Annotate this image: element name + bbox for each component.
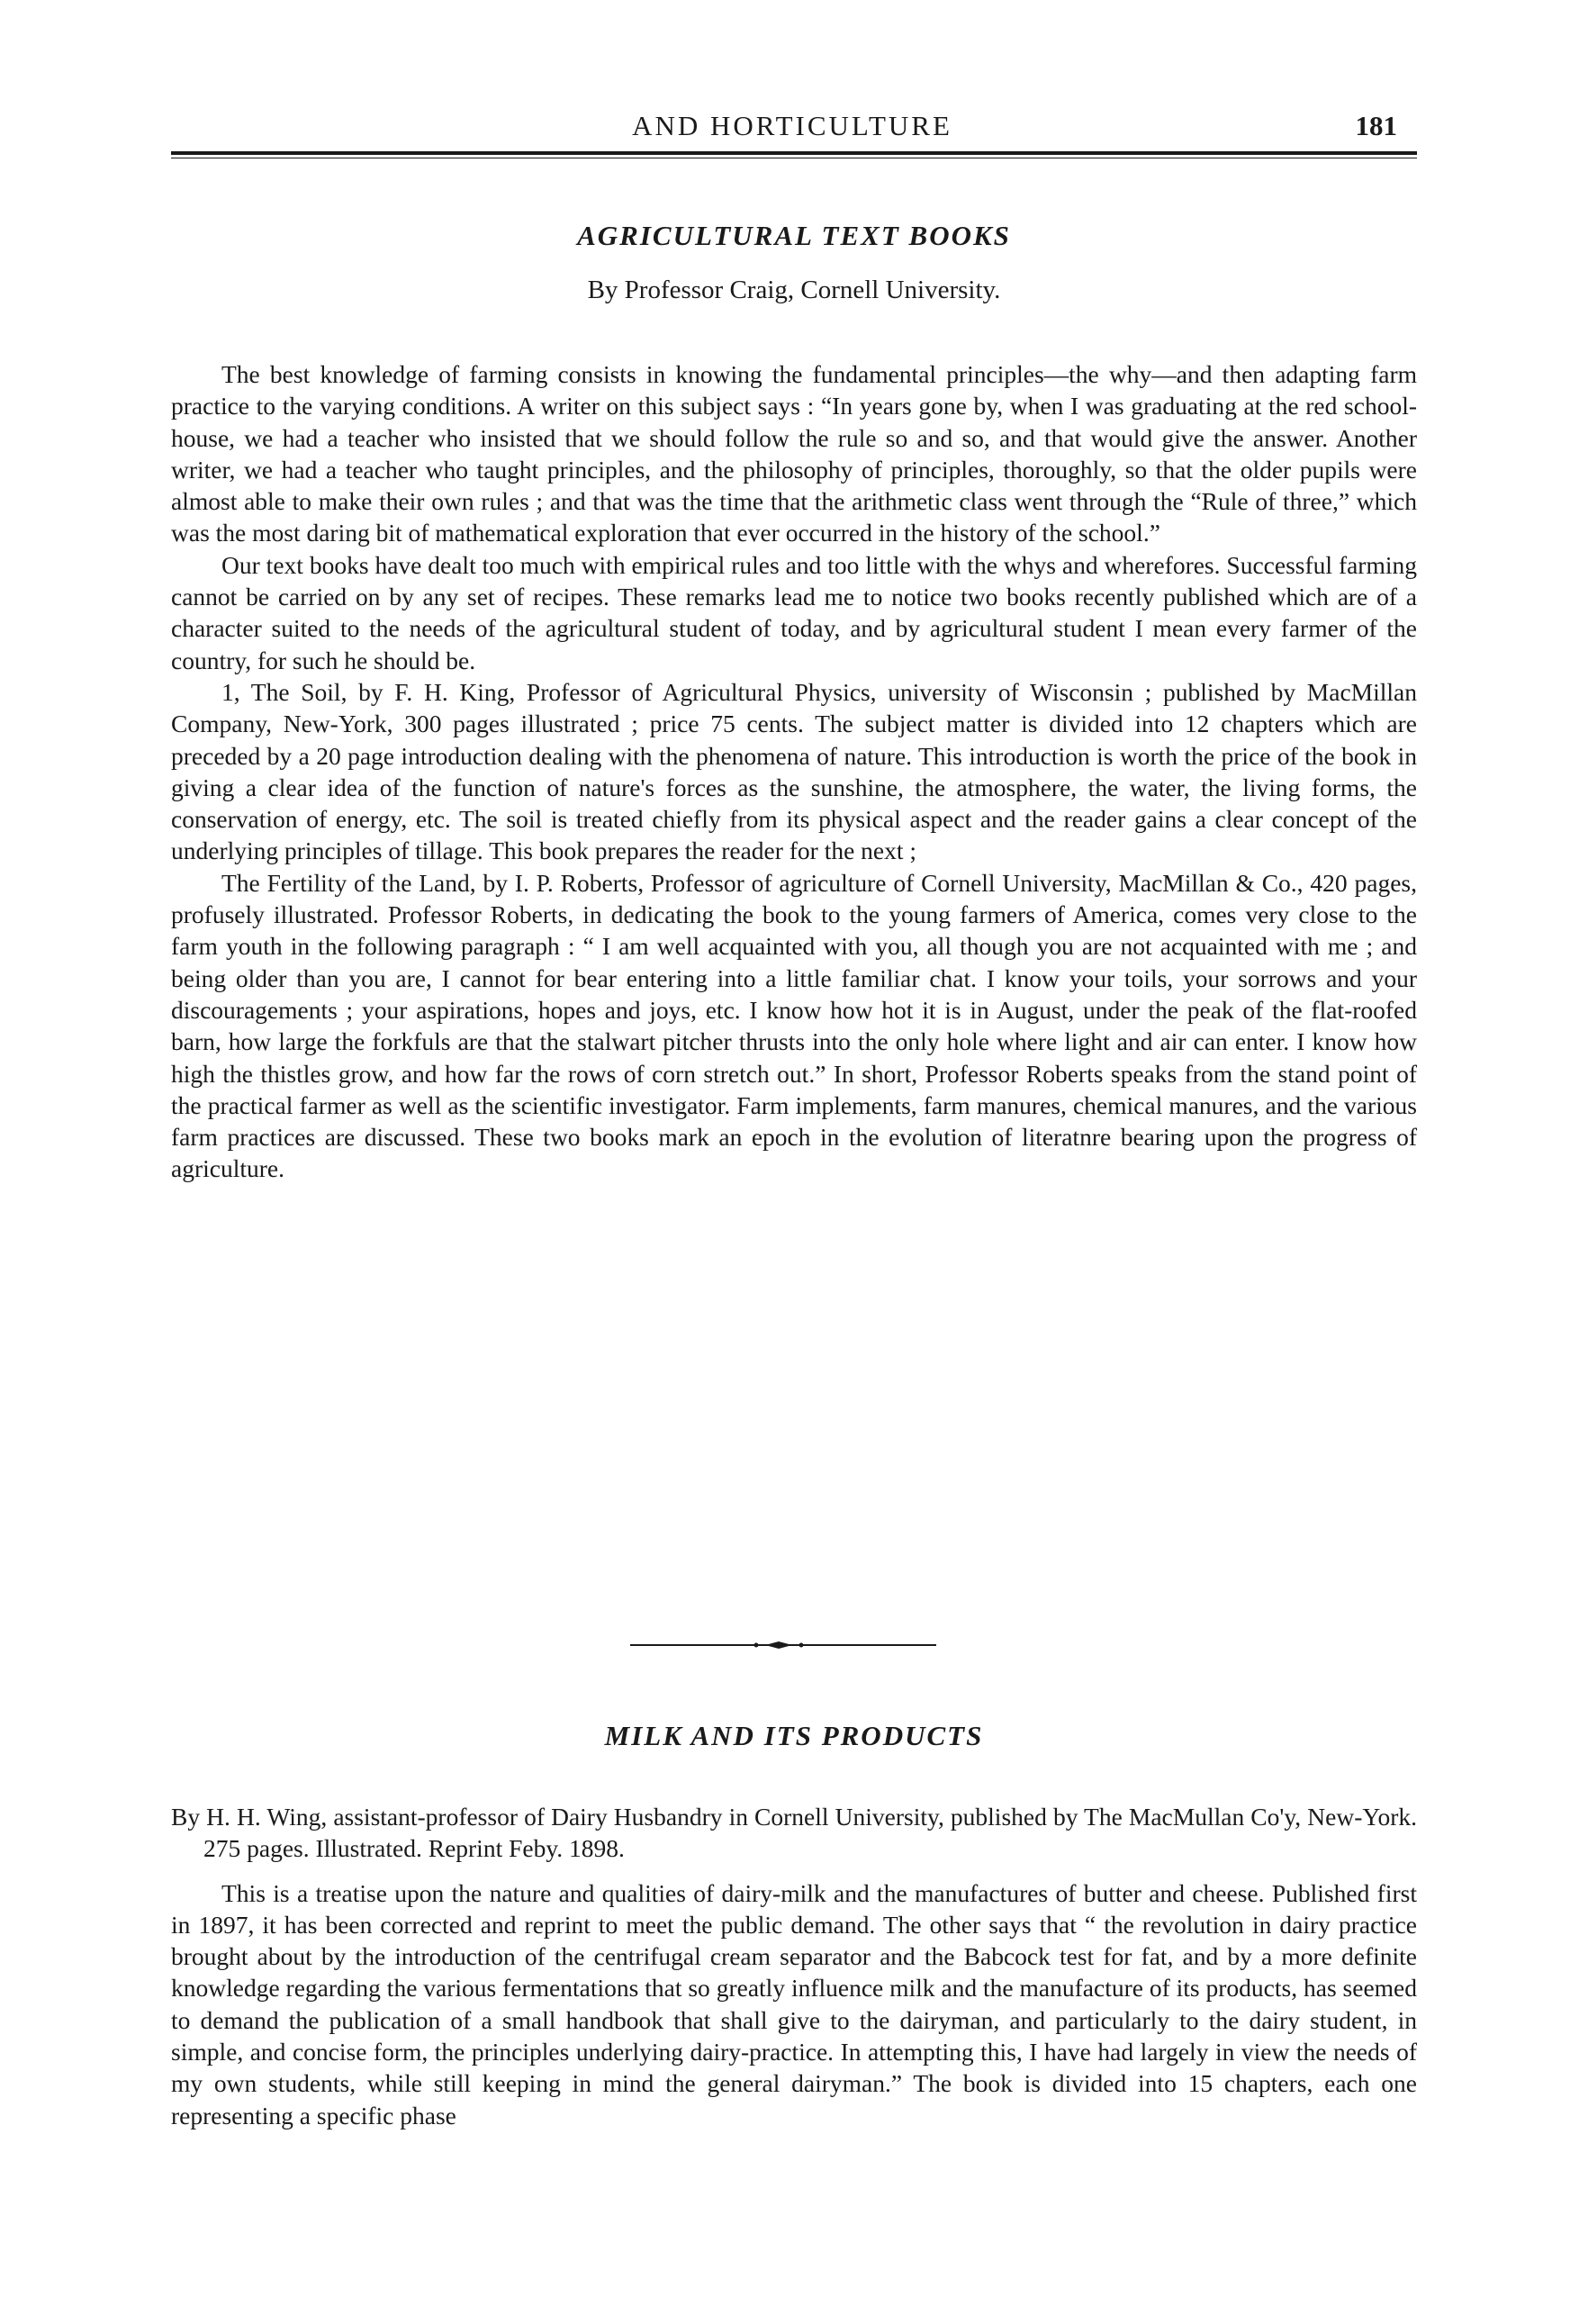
article-byline: By Professor Craig, Cornell University. [587, 276, 1001, 304]
header-rule [171, 151, 1417, 155]
paragraph: 1, The Soil, by F. H. King, Professor of Agricultural Physics, university of Wisconsin ; published by MacMillan Company, New-York, 300 pages illustrated ; price 75 cents. The subject matter is divided into 12 chapters which are preceded by a 20 page introduction dealing with the phenomena of nature. This introduction is worth the price of the book in giving a clear idea of the function of nature's forces as the sunshine, the atmosphere, the water, the living forms, the conservation of energy, etc. The soil is treated chiefly from its physical aspect and the reader gains a clear concept of the underlying principles of tillage. This book prepares the reader for the next ; [171, 677, 1417, 865]
article-body-milk-and-its-products [171, 1801, 1417, 2131]
section-separator-ornament [630, 1641, 936, 1650]
running-header [171, 110, 1413, 146]
article-title-milk-and-its-products: MILK AND ITS PRODUCTS [604, 1720, 984, 1751]
paragraph: The Fertility of the Land, by I. P. Roberts, Professor of agriculture of Cornell University, MacMillan & Co., 420 pages, profusely illustrated. Professor Roberts, in dedicating the book to the young farmers of America, comes very close to the farm youth in the following paragraph : “ I am well acquainted with you, all though you are not acquainted with me ; and being older than you are, I cannot for bear entering into a little familiar chat. I know your toils, your sorrows and your discouragements ; your aspirations, hopes and joys, etc. I know how hot it is in August, under the peak of the flat-roofed barn, how large the forkfuls are that the stalwart pitcher thrusts into the only hole where light and air can enter. I know how high the thistles grow, and how far the rows of corn stretch out.” In short, Professor Roberts speaks from the stand point of the practical farmer as well as the scientific investigator. Farm implements, farm manures, chemical manures, and the various farm practices are discussed. These two books mark an epoch in the evolution of literatnre bearing upon the progress of agriculture. [171, 868, 1417, 1183]
paragraph: The best knowledge of farming consists in knowing the fundamental principles—the why—and then adapting farm practice to the varying conditions. A writer on this subject says : “In years gone by, when I was graduating at the red school-house, we had a teacher who insisted that we should follow the rule so and so, and that would give the answer. Another writer, we had a teacher who taught principles, and the philosophy of principles, thoroughly, so that the older pupils were almost able to make their own rules ; and that was the time that the arithmetic class went through the “Rule of three,” which was the most daring bit of mathematical exploration that ever occurred in the history of the school.” [171, 360, 1417, 547]
article-body-agricultural-text-books [171, 358, 1417, 1185]
paragraph: Our text books have dealt too much with empirical rules and too little with the whys and wherefores. Successful farming cannot be carried on by any set of recipes. These remarks lead me to notice two books recently published which are of a character suited to the needs of the agricultural student of today, and by agricultural student I mean every farmer of the country, for such he should be. [171, 550, 1417, 674]
paragraph: This is a treatise upon the nature and qualities of dairy-milk and the manufactures of butter and cheese. Published first in 1897, it has been corrected and reprint to meet the public demand. The other says that “ the revolution in dairy practice brought about by the introduction of the centrifugal cream separator and the Babcock test for fat, and by a more definite knowledge regarding the various fermentations that so greatly influence milk and the manufacture of its products, has seemed to demand the publication of a small handbook that shall give to the dairyman, and particularly to the dairy student, in simple, and concise form, the principles underlying dairy-practice. In attempting this, I have had largely in view the needs of my own students, while still keeping in mind the general dairyman.” The book is divided into 15 chapters, each one representing a specific phase [171, 1878, 1417, 2130]
book-citation: By H. H. Wing, assistant-professor of Dairy Husbandry in Cornell University, published by The MacMullan Co'y, New-York. 275 pages. Illustrated. Reprint Feby. 1898. [171, 1803, 1417, 1863]
article-title-agricultural-text-books: AGRICULTURAL TEXT BOOKS [577, 220, 1011, 251]
page-number: 181 [1355, 110, 1397, 141]
running-title: AND HORTICULTURE [632, 110, 952, 141]
spacer [171, 1865, 1417, 1877]
